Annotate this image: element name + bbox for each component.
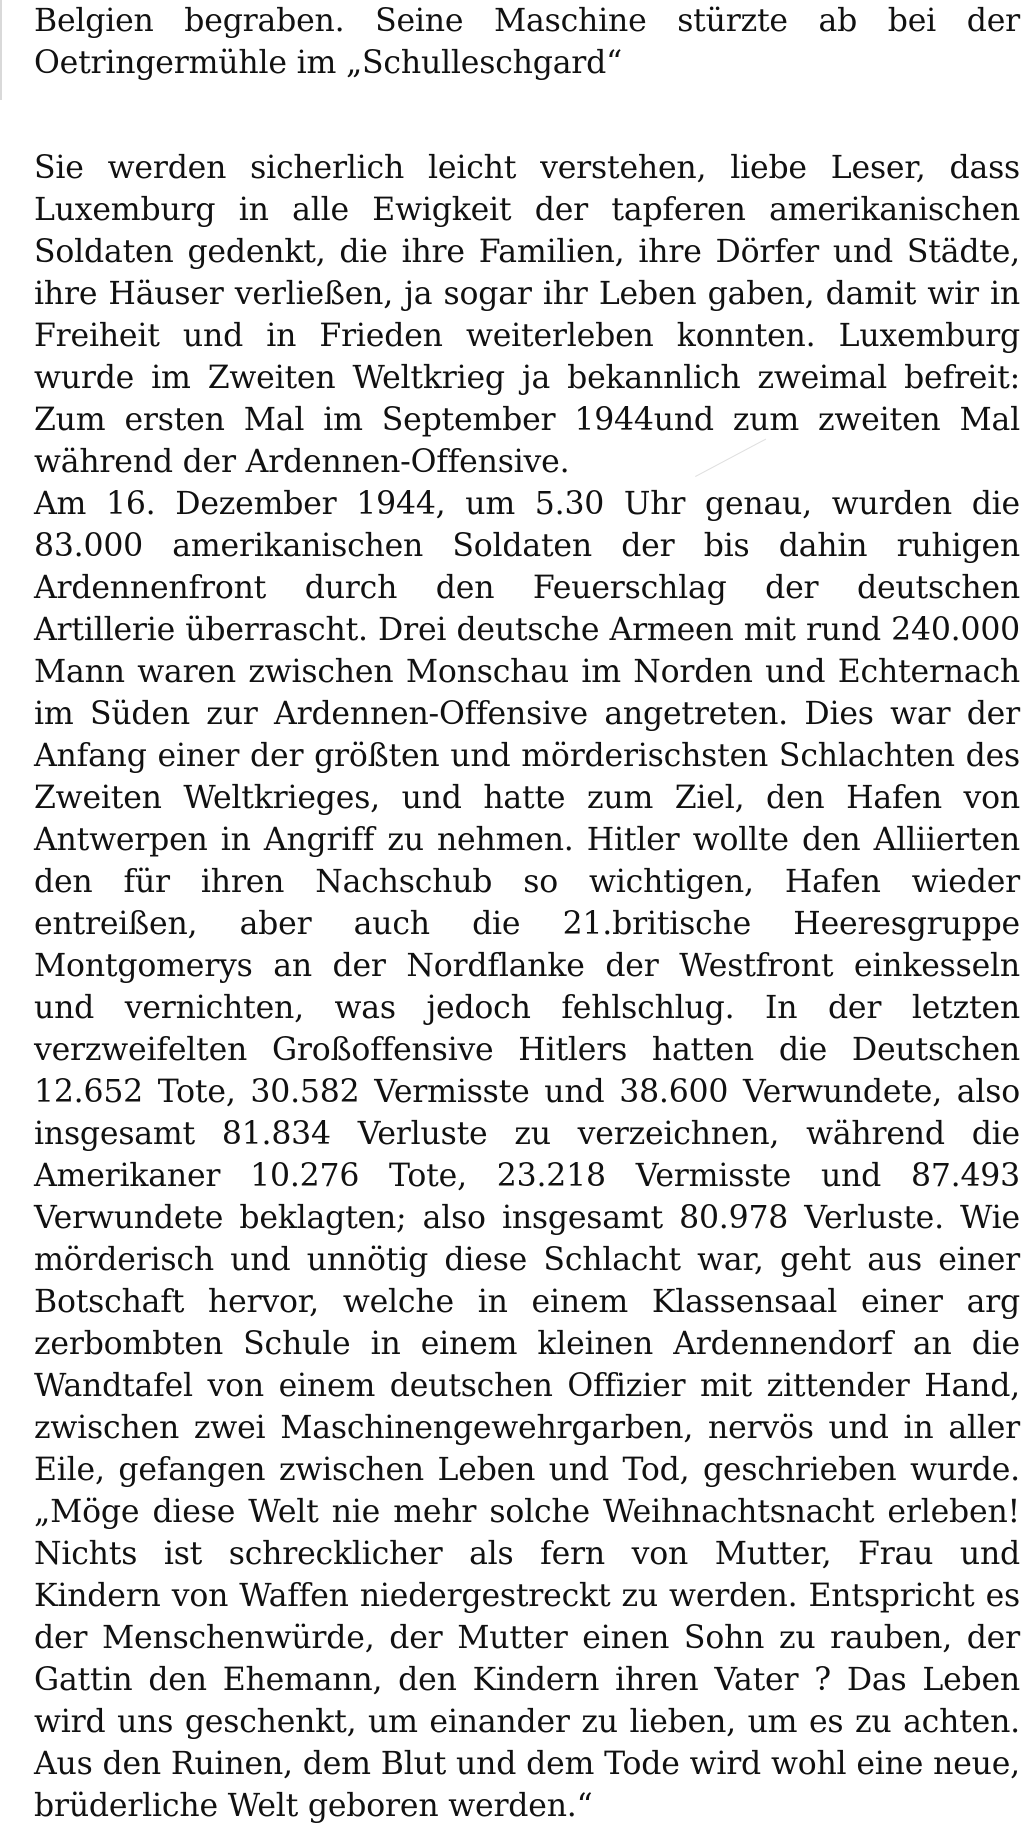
scan-edge-mark — [0, 0, 16, 100]
paragraph-luxemburg-gedenkt: Sie werden sicherlich leicht verstehen, liebe Leser, dass Luxemburg in alle Ewigkeit der tapferen amerikanischen Soldaten gedenkt, die ihre Familien, ihre Dörfer und Städte, ihre Häuser verließen, ja sogar ihr Leben gaben, damit wir in Freiheit und in Frieden weiterleben konnten. Luxemburg wurde im Zweiten Weltkrieg ja bekannlich zweimal befreit: Zum ersten Mal im September 1944und zum zweiten Mal während der Ardennen-Offensive. — [34, 150, 1020, 480]
paragraph-ardennen-offensive: Am 16. Dezember 1944, um 5.30 Uhr genau, wurden die 83.000 amerikanischen Soldaten der bis dahin ruhigen Ardennenfront durch den Feuerschlag der deutschen Artillerie überrascht. Drei deutsche Armeen mit rund 240.000 Mann waren zwischen Monschau im Norden und Echternach im Süden zur Ardennen-Offensive angetreten. Dies war der Anfang einer der größten und mörderischsten Schlachten des Zweiten Weltkrieges, und hatte zum Ziel, den Hafen von Antwerpen in Angriff zu nehmen. Hitler wollte den Alliierten den für ihren Nachschub so wichtigen, Hafen wieder entreißen, aber auch die 21.britische Heeresgruppe Montgomerys an der Nordflanke der Westfront einkesseln und vernichten, was jedoch fehlschlug. In der letzten verzweifelten Großoffensive Hitlers hatten die Deutschen 12.652 Tote, 30.582 Vermisste und 38.600 Verwundete, also insgesamt 81.834 Verluste zu verzeichnen, während die Amerikaner 10.276 Tote, 23.218 Vermisste und 87.493 Verwundete beklagten; also insgesamt 80.978 Verluste. Wie mörderisch und unnötig diese Schlacht war, geht aus einer Botschaft hervor, welche in einem Klassensaal einer arg zerbombten Schule in einem kleinen Ardennendorf an die Wandtafel von einem deutschen Offizier mit zittender Hand, zwischen zwei Maschinengewehrgarben, nervös und in aller Eile, gefangen zwischen Leben und Tod, geschrieben wurde. „Möge diese Welt nie mehr solche Weihnachtsnacht erleben! Nichts ist schrecklicher als fern von Mutter, Frau und Kindern von Waffen niedergestreckt zu werden. Entspricht es der Menschenwürde, der Mutter einen Sohn zu rauben, der Gattin den Ehemann, den Kindern ihren Vater ? Das Leben wird uns geschenkt, um einander zu lieben, um es zu achten. Aus den Ruinen, dem Blut und dem Tode wird wohl eine neue, brüderliche Welt geboren werden.“ — [34, 486, 1020, 1824]
paragraph-belgien: Belgien begraben. Seine Maschine stürzte ab bei der Oetringermühle im „Schulleschgard“ — [34, 3, 1020, 81]
